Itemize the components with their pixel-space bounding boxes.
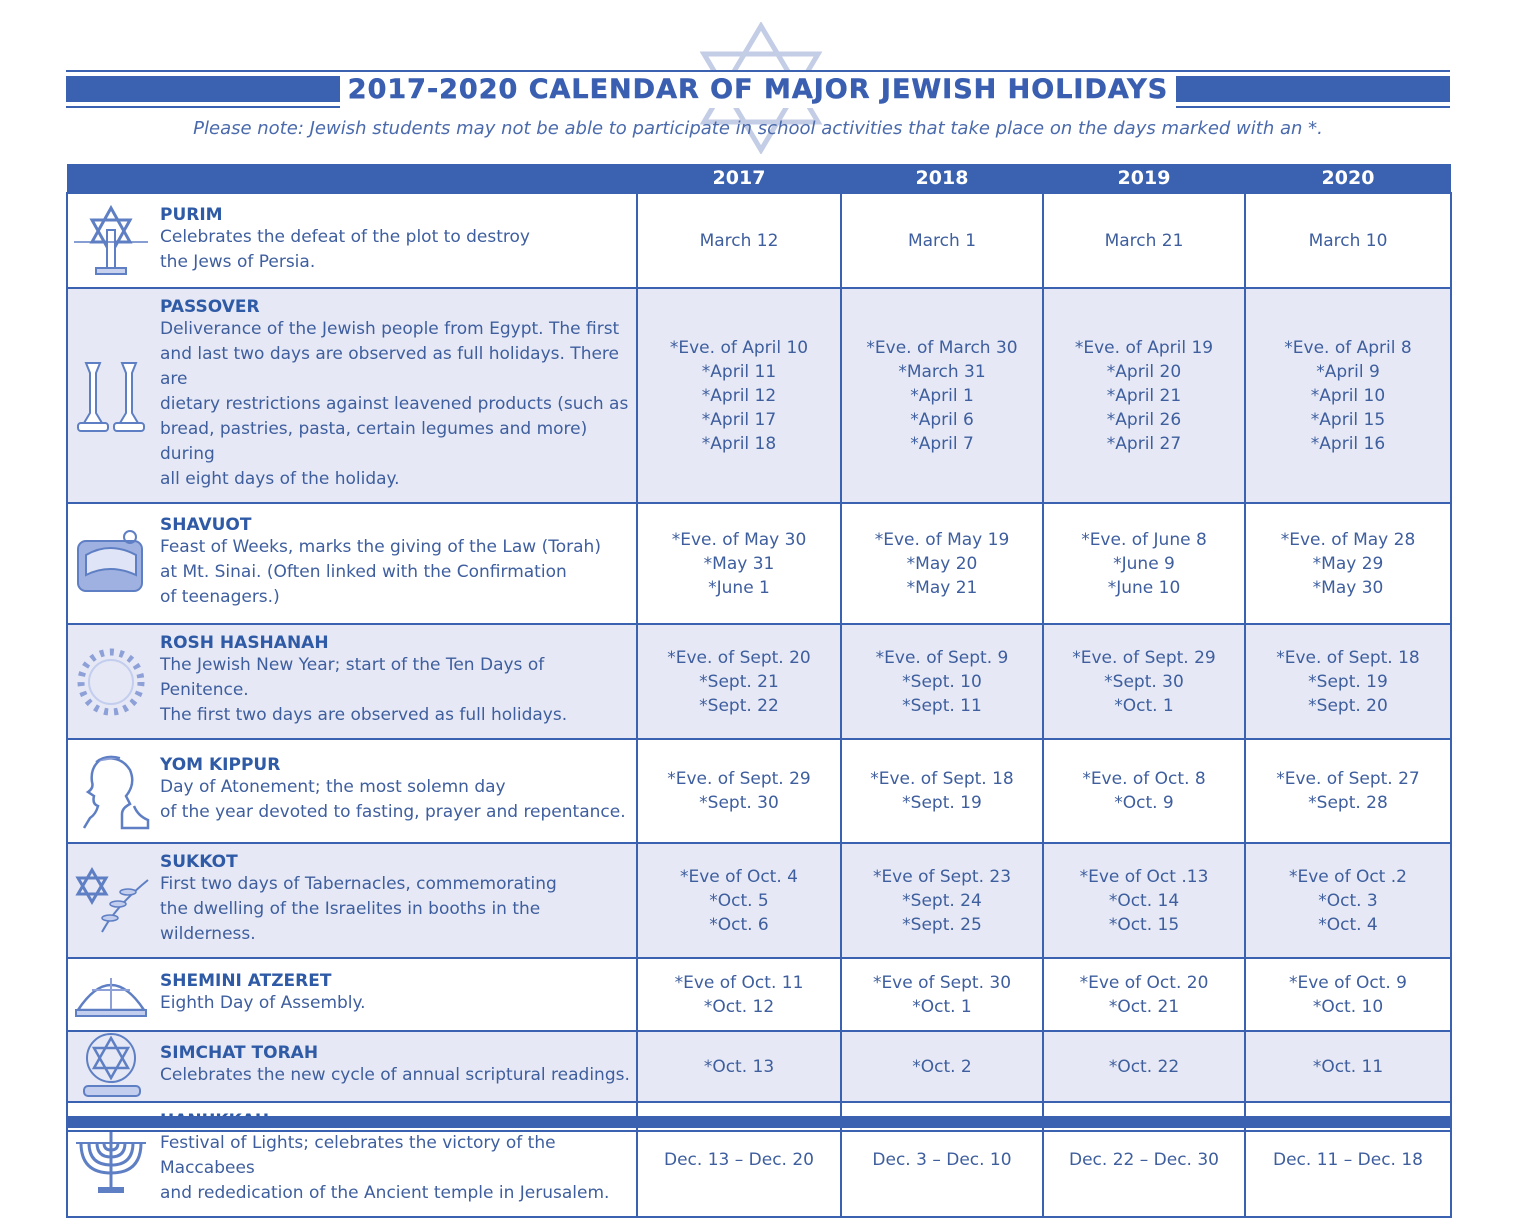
date-entry: *Eve. of Sept. 29	[1072, 647, 1216, 668]
date-cell-2018	[841, 288, 1043, 503]
holiday-name: PURIM	[160, 204, 223, 225]
date-entry: *Sept. 30	[1104, 671, 1184, 692]
date-cell-2017	[637, 503, 841, 624]
candlesticks-icon	[72, 357, 150, 435]
date-entry: *Eve. of Sept. 18	[870, 769, 1014, 789]
date-entry: *Oct. 4	[1318, 914, 1378, 935]
date-entry: *Eve. of May 28	[1280, 529, 1416, 550]
date-entry: *Eve of Oct. 9	[1289, 972, 1407, 993]
date-entry: *May 20	[906, 553, 978, 574]
date-cell-2020	[1245, 624, 1451, 739]
date-entry: *April 12	[701, 385, 777, 406]
date-entry: *April 16	[1310, 433, 1386, 454]
description-line: The Jewish New Year; start of the Ten Days of Penitence.	[160, 655, 545, 700]
date-entry: Dec. 11 – Dec. 18	[1273, 1149, 1423, 1170]
holiday-description	[160, 1035, 636, 1098]
date-entry: *Eve. of April 10	[669, 337, 809, 358]
date-entry: *Sept. 11	[902, 695, 982, 716]
holiday-name: YOM KIPPUR	[160, 755, 281, 775]
star-candle-icon	[72, 202, 150, 280]
date-entry: *April 6	[910, 409, 974, 430]
date-entry: *Eve of Oct. 11	[674, 972, 804, 993]
date-entry: *Eve. of June 8	[1081, 529, 1207, 550]
date-entry: *Sept. 19	[1308, 671, 1388, 692]
date-entry: *Oct. 22	[1108, 1056, 1180, 1077]
date-entry: *Sept. 22	[699, 695, 779, 716]
menorah-icon	[72, 1121, 150, 1199]
date-entry: *Eve. of Oct. 8	[1082, 769, 1206, 789]
date-entry: *Eve. of May 19	[874, 529, 1010, 550]
holiday-text	[160, 775, 632, 825]
date-entry: *May 21	[906, 577, 978, 598]
star-wreath-icon	[72, 643, 150, 721]
table-row	[67, 193, 1451, 288]
holiday-description	[160, 747, 636, 835]
date-cell-2020	[1245, 503, 1451, 624]
date-cell-2020	[1245, 1031, 1451, 1102]
date-entry: *Sept. 10	[902, 671, 982, 692]
date-entry: March 21	[1104, 230, 1184, 251]
table-row	[67, 1031, 1451, 1102]
date-entry: Dec. 3 – Dec. 10	[872, 1149, 1012, 1170]
date-entry: *Eve of Oct .13	[1079, 866, 1209, 887]
date-entry: *Oct. 2	[912, 1056, 972, 1077]
holiday-text	[160, 1063, 632, 1088]
date-entry: *Eve. of May 30	[671, 529, 807, 550]
date-cell-2019	[1043, 739, 1245, 843]
holiday-column-header	[67, 164, 637, 193]
holiday-description	[160, 507, 636, 620]
date-cell-2020	[1245, 193, 1451, 288]
date-entry: *Eve. of March 30	[866, 337, 1018, 358]
date-entry: *June 10	[1107, 577, 1181, 598]
holiday-cell	[67, 193, 637, 288]
holiday-cell	[67, 1031, 637, 1102]
date-entry: *May 29	[1312, 553, 1384, 574]
date-cell-2019	[1043, 958, 1245, 1031]
date-entry: *Eve. of Sept. 27	[1276, 769, 1420, 789]
date-entry: *Oct. 5	[709, 890, 769, 911]
date-entry: March 1	[907, 230, 977, 251]
date-entry: *Oct. 3	[1318, 890, 1378, 911]
description-line: dietary restrictions against leavened products (such as	[160, 394, 629, 414]
date-cell-2020	[1245, 843, 1451, 958]
star-scroll-icon	[72, 1028, 150, 1106]
footer-rule	[66, 1130, 1450, 1132]
date-entry: *May 31	[703, 553, 775, 574]
date-entry: *Sept. 21	[699, 671, 779, 692]
description-line: the Jews of Persia.	[160, 251, 316, 272]
date-entry: *Oct. 15	[1108, 914, 1180, 935]
holiday-name: SIMCHAT TORAH	[160, 1043, 319, 1063]
description-line: The first two days are observed as full holidays.	[160, 705, 568, 725]
header-row	[67, 164, 1451, 193]
year-header: 2018	[841, 164, 1043, 193]
date-cell-2019	[1043, 288, 1245, 503]
table-row	[67, 958, 1451, 1031]
description-line: Eighth Day of Assembly.	[160, 993, 366, 1013]
star-branch-icon	[72, 862, 150, 940]
date-entry: *April 27	[1106, 433, 1182, 454]
date-entry: *Oct. 12	[703, 996, 775, 1017]
date-cell-2018	[841, 958, 1043, 1031]
holiday-name: PASSOVER	[160, 297, 260, 317]
date-entry: *April 20	[1106, 361, 1182, 382]
holiday-description	[160, 963, 636, 1026]
date-cell-2018	[841, 1031, 1043, 1102]
date-entry: *Sept. 24	[902, 890, 982, 911]
holiday-name: ROSH HASHANAH	[160, 633, 329, 653]
table-row	[67, 288, 1451, 503]
date-entry: *Oct. 13	[703, 1056, 775, 1077]
date-entry: *Eve of Sept. 30	[872, 972, 1012, 993]
date-entry: *April 1	[910, 385, 974, 406]
date-entry: *Eve of Oct. 4	[680, 866, 798, 887]
description-line: Day of Atonement; the most solemn day	[160, 777, 506, 797]
holiday-text	[160, 225, 632, 275]
holiday-text	[160, 991, 632, 1016]
holiday-text	[160, 317, 632, 492]
date-cell-2018	[841, 503, 1043, 624]
date-cell-2017	[637, 193, 841, 288]
date-entry: *Eve of Oct .2	[1289, 866, 1407, 887]
date-cell-2018	[841, 624, 1043, 739]
date-entry: *June 1	[708, 577, 770, 598]
date-entry: *April 26	[1106, 409, 1182, 430]
profile-bust-icon	[72, 752, 150, 830]
date-entry: *March 31	[898, 361, 986, 382]
date-entry: *Oct. 6	[709, 914, 769, 935]
date-entry: *Oct. 1	[1114, 695, 1174, 716]
holiday-cell	[67, 958, 637, 1031]
date-cell-2019	[1043, 843, 1245, 958]
date-entry: *Sept. 30	[699, 793, 779, 813]
date-entry: *Eve of Oct. 20	[1079, 972, 1209, 993]
description-line: and last two days are observed as full holidays. There are	[160, 344, 619, 389]
date-entry: *Sept. 19	[902, 793, 982, 813]
page-title: 2017-2020 CALENDAR OF MAJOR JEWISH HOLIDAYS	[66, 72, 1450, 108]
date-cell-2017	[637, 843, 841, 958]
date-entry: *Oct. 11	[1312, 1056, 1384, 1077]
date-cell-2017	[637, 958, 841, 1031]
description-line: all eight days of the holiday.	[160, 469, 400, 489]
date-entry: March 12	[699, 230, 779, 251]
description-line: the dwelling of the Israelites in booths in the wilderness.	[160, 899, 541, 944]
holiday-cell	[67, 288, 637, 503]
table-row	[67, 503, 1451, 624]
year-header: 2020	[1245, 164, 1451, 193]
date-entry: *May 30	[1312, 577, 1384, 598]
year-header: 2017	[637, 164, 841, 193]
footer-band	[66, 1116, 1450, 1128]
date-entry: Dec. 22 – Dec. 30	[1069, 1149, 1219, 1170]
date-cell-2017	[637, 1031, 841, 1102]
date-entry: *Oct. 10	[1312, 996, 1384, 1017]
holiday-text	[160, 872, 632, 947]
description-line: of teenagers.)	[160, 587, 280, 607]
holiday-text	[160, 1131, 632, 1206]
date-entry: *April 18	[701, 433, 777, 454]
holiday-cell	[67, 739, 637, 843]
holiday-cell	[67, 843, 637, 958]
date-entry: *Eve. of Sept. 29	[667, 769, 811, 789]
holiday-text	[160, 653, 632, 728]
date-cell-2017	[637, 739, 841, 843]
date-cell-2019	[1043, 624, 1245, 739]
holiday-cell	[67, 503, 637, 624]
date-cell-2020	[1245, 288, 1451, 503]
description-line: at Mt. Sinai. (Often linked with the Confirmation	[160, 562, 567, 582]
date-cell-2019	[1043, 503, 1245, 624]
description-line: bread, pastries, pasta, certain legumes and more) during	[160, 419, 588, 464]
holiday-table	[66, 164, 1452, 1218]
holiday-name: SUKKOT	[160, 852, 238, 872]
date-entry: *April 21	[1106, 385, 1182, 406]
date-cell-2018	[841, 193, 1043, 288]
date-entry: *Eve. of April 8	[1284, 337, 1412, 358]
description-line: First two days of Tabernacles, commemorating	[160, 874, 557, 894]
date-entry: *Oct. 1	[912, 996, 972, 1017]
date-entry: March 10	[1308, 230, 1388, 251]
holiday-cell	[67, 624, 637, 739]
date-entry: Dec. 13 – Dec. 20	[664, 1149, 814, 1170]
holiday-description	[160, 197, 636, 285]
date-entry: *Sept. 25	[902, 914, 982, 935]
date-cell-2017	[637, 624, 841, 739]
date-cell-2018	[841, 739, 1043, 843]
date-entry: *Oct. 21	[1108, 996, 1180, 1017]
date-entry: *Eve. of Sept. 18	[1276, 647, 1420, 668]
date-entry: *April 7	[910, 433, 974, 454]
kippah-icon	[72, 956, 150, 1034]
date-cell-2018	[841, 843, 1043, 958]
description-line: and rededication of the Ancient temple in Jerusalem.	[160, 1183, 610, 1203]
date-entry: *Eve. of April 19	[1074, 337, 1214, 358]
date-entry: *Eve. of Sept. 9	[875, 647, 1009, 668]
date-entry: *Eve of Sept. 23	[872, 866, 1012, 887]
description-line: Festival of Lights; celebrates the victory of the Maccabees	[160, 1133, 556, 1178]
date-cell-2020	[1245, 739, 1451, 843]
holiday-name: SHAVUOT	[160, 515, 252, 535]
holiday-description	[160, 844, 636, 957]
holiday-text	[160, 535, 632, 610]
description-line: Feast of Weeks, marks the giving of the Law (Torah)	[160, 537, 601, 557]
date-entry: *June 9	[1113, 553, 1175, 574]
date-entry: *Eve. of Sept. 20	[667, 647, 811, 668]
description-line: Celebrates the defeat of the plot to destroy	[160, 226, 530, 247]
attendance-note: Please note: Jewish students may not be able to participate in school activities that take place on the days marked with an *.	[193, 118, 1323, 139]
date-cell-2019	[1043, 1031, 1245, 1102]
table-row	[67, 843, 1451, 958]
date-entry: *April 10	[1310, 385, 1386, 406]
torah-scroll-icon	[72, 525, 150, 603]
date-entry: *April 17	[701, 409, 777, 430]
table-row	[67, 624, 1451, 739]
description-line: Celebrates the new cycle of annual scriptural readings.	[160, 1065, 630, 1085]
date-entry: *April 9	[1316, 361, 1380, 382]
year-header: 2019	[1043, 164, 1245, 193]
date-entry: *Oct. 9	[1114, 793, 1174, 813]
date-entry: *April 11	[701, 361, 777, 382]
date-entry: *April 15	[1310, 409, 1386, 430]
date-entry: *Sept. 28	[1308, 793, 1388, 813]
holiday-name: SHEMINI ATZERET	[160, 971, 332, 991]
holiday-description	[160, 289, 636, 502]
date-cell-2020	[1245, 958, 1451, 1031]
table-row	[67, 739, 1451, 843]
date-cell-2019	[1043, 193, 1245, 288]
holiday-description	[160, 625, 636, 738]
date-entry: *Oct. 14	[1108, 890, 1180, 911]
description-line: Deliverance of the Jewish people from Egypt. The first	[160, 319, 620, 339]
date-cell-2017	[637, 288, 841, 503]
description-line: of the year devoted to fasting, prayer and repentance.	[160, 802, 626, 822]
date-entry: *Sept. 20	[1308, 695, 1388, 716]
